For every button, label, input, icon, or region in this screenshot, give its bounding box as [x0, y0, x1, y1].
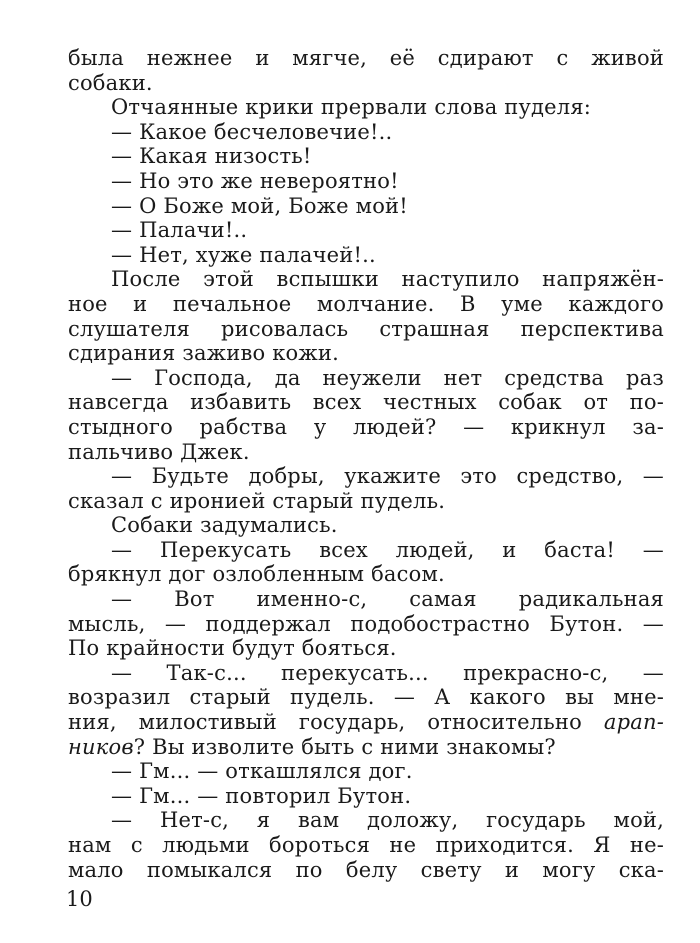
text-line [68, 46, 664, 71]
line-text: — Какая низость! [111, 144, 312, 169]
text-line [68, 341, 664, 366]
text-line [68, 513, 664, 538]
line-text: — Так-с... перекусать... прекрасно-с, — [111, 660, 664, 685]
line-text: — О Боже мой, Боже мой! [111, 193, 408, 218]
text-line [68, 562, 664, 587]
line-text-after: ? Вы изволите быть с ними знакомы? [133, 734, 556, 759]
line-text: сказал с иронией старый пудель. [68, 488, 446, 513]
line-text: — Гм... — откашлялся дог. [111, 759, 413, 784]
line-text: мало помыкался по белу свету и могу ска- [68, 857, 664, 882]
body-text [68, 46, 664, 882]
text-line [68, 95, 664, 120]
text-line [68, 858, 664, 883]
line-text: Отчаянные крики прервали слова пуделя: [111, 95, 592, 120]
text-line [68, 144, 664, 169]
text-line [68, 833, 664, 858]
text-line [68, 587, 664, 612]
line-text: — Нет, хуже палачей!.. [111, 242, 376, 267]
line-text: навсегда избавить всех честных собак от по- [68, 390, 664, 415]
line-text: пальчиво Джек. [68, 439, 250, 464]
text-line [68, 218, 664, 243]
line-text: После этой вспышки наступило напряжён- [111, 267, 664, 292]
text-line [68, 440, 664, 465]
text-line [68, 390, 664, 415]
line-text: — Какое бесчеловечие!.. [111, 119, 393, 144]
text-line [68, 169, 664, 194]
line-text: — Палачи!.. [111, 218, 248, 243]
line-text: слушателя рисовалась страшная перспектива [68, 316, 664, 341]
text-line [68, 71, 664, 96]
line-text: — Перекусать всех людей, и баста! — [111, 537, 664, 562]
page-number: 10 [66, 887, 93, 911]
line-text: — Вот именно-с, самая радикальная [111, 587, 664, 612]
text-line [68, 636, 664, 661]
text-line [68, 808, 664, 833]
text-line [68, 489, 664, 514]
line-text: нам с людьми бороться не приходится. Я не- [68, 833, 664, 857]
line-text: — Будьте добры, укажите это средство, — [111, 464, 664, 489]
text-line [68, 194, 664, 219]
text-line [68, 759, 664, 784]
line-text: собаки. [68, 70, 153, 95]
line-text: По крайности будут бояться. [68, 636, 397, 661]
text-line [68, 661, 664, 686]
text-line [68, 267, 664, 292]
line-text: ния, милостивый государь, относительно [68, 710, 604, 735]
text-line [68, 685, 664, 710]
text-line [68, 784, 664, 809]
line-text: ное и печальное молчание. В уме каждого [68, 291, 664, 316]
text-line [68, 292, 664, 317]
text-line [68, 366, 664, 391]
italic-word: ников [68, 734, 134, 759]
line-text: мысль, — поддержал подобострастно Бутон. — [68, 611, 664, 636]
text-line [68, 243, 664, 268]
line-text: брякнул дог озлобленным басом. [68, 562, 445, 587]
text-line [68, 710, 664, 735]
text-line [68, 612, 664, 637]
line-text: — Но это же невероятно! [111, 168, 399, 193]
text-line [68, 538, 664, 563]
text-line [68, 120, 664, 145]
line-text: — Гм... — повторил Бутон. [111, 783, 412, 808]
text-line [68, 735, 664, 760]
text-line [68, 415, 664, 440]
line-text: — Нет-с, я вам доложу, государь мой, [111, 808, 664, 833]
line-text: Собаки задумались. [111, 513, 338, 538]
text-line [68, 317, 664, 342]
line-text: была нежнее и мягче, её сдирают с живой [68, 46, 664, 70]
italic-word: арап- [603, 710, 664, 735]
line-text: — Господа, да неужели нет средства раз [111, 365, 664, 390]
line-text: возразил старый пудель. — А какого вы мне- [68, 685, 664, 710]
line-text: сдирания заживо кожи. [68, 341, 339, 366]
text-line [68, 464, 664, 489]
line-text: стыдного рабства у людей? — крикнул за- [68, 414, 664, 439]
